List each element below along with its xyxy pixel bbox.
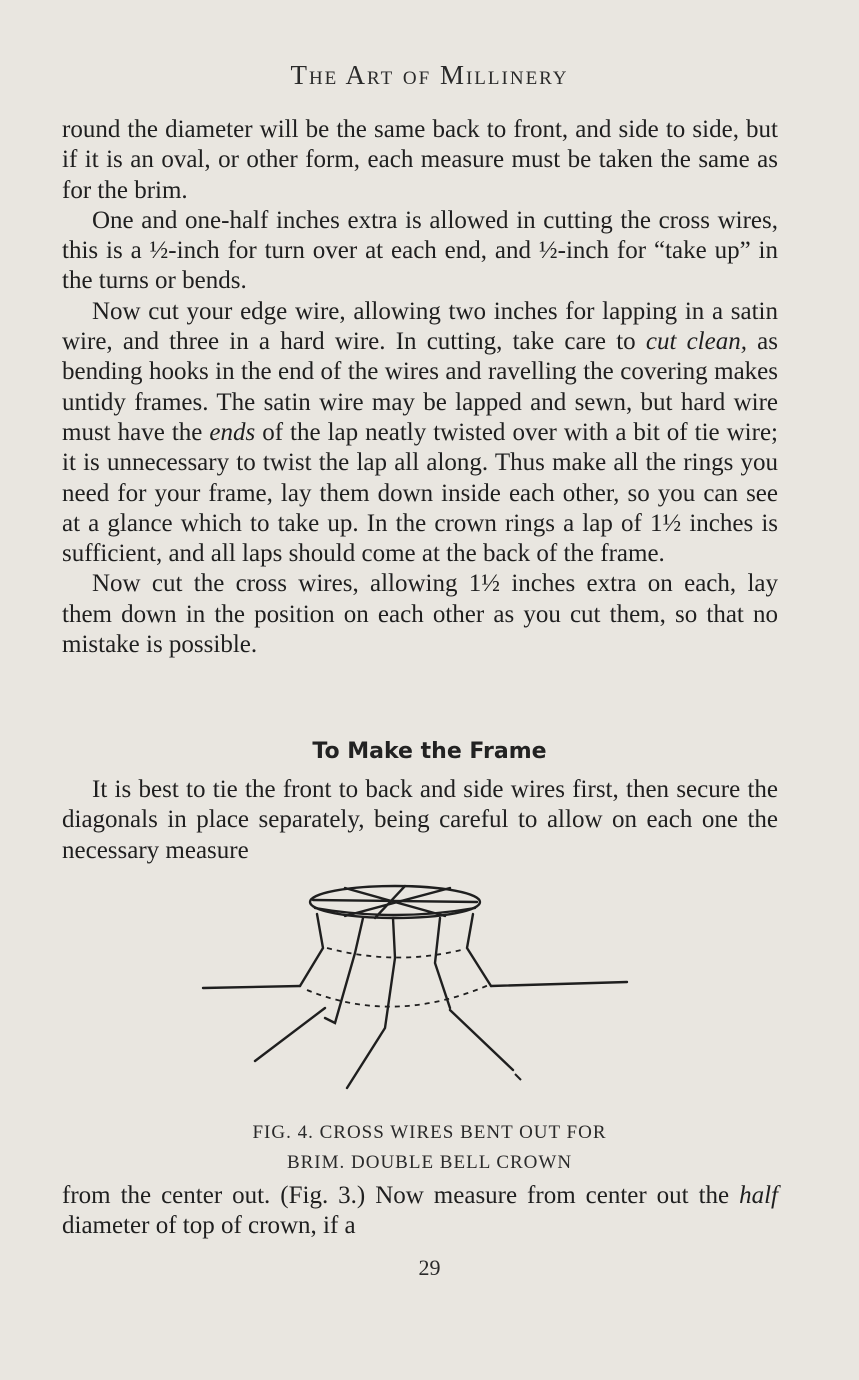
paragraph: One and one-half inches extra is allowed in cutting the cross wires, this is a ½-inch for turn over at each end, and ½-inch for “take up” in the turns or bends. — [62, 206, 778, 295]
crown-band-dashed — [307, 984, 491, 1007]
frame-diagram — [195, 878, 645, 1098]
emphasis: cut clean, — [645, 328, 747, 356]
paragraph — [62, 297, 778, 570]
crown-side-wire — [300, 914, 323, 986]
caption-line: BRIM. DOUBLE BELL CROWN — [286, 1152, 573, 1173]
text-run: from the center out. (Fig. 3.) Now measure from center out the — [62, 1182, 740, 1209]
brim-wire-right — [491, 982, 627, 986]
text-run: Now cut your edge wire, allowing two inches for lapping in a satin wire, and three in a hard wire. In cutting, take care to — [62, 297, 778, 356]
body-text-continued — [62, 1181, 778, 1242]
section-heading: To Make the Frame — [312, 739, 547, 764]
caption-line: FIG. 4. CROSS WIRES BENT OUT FOR — [252, 1122, 607, 1143]
text-run: of the lap neatly twisted over with a bit of tie wire; it is unnecessary to twist the lap all along. Thus make all the rings you need for your frame, lay them down inside each other, so you can see at a glance which to take up. In the crown rings a lap of 1½ inches is sufficient, and all laps should come at the back of the frame. — [62, 418, 778, 568]
page-number: 29 — [418, 1255, 441, 1280]
emphasis: ends — [209, 418, 256, 446]
paragraph: round the diameter will be the same back to front, and side to side, but if it is an oval, or other form, each measure must be taken the same as for the brim. — [62, 116, 778, 204]
body-text — [62, 115, 778, 660]
crown-side-wire — [435, 918, 450, 1008]
section-text — [62, 775, 778, 866]
wire-end-mark — [515, 1074, 521, 1080]
brim-wire-diagonal-right — [450, 1010, 513, 1070]
brim-wire-left — [203, 986, 300, 988]
emphasis: half — [739, 1182, 778, 1209]
figure-cross-wires — [195, 878, 645, 1098]
crown-side-wire — [347, 918, 395, 1088]
brim-wire-diagonal-left — [255, 1008, 325, 1061]
crown-side-wire — [325, 918, 363, 1023]
text-run: diameter of top of crown, if a — [62, 1212, 356, 1240]
running-header: The Art of Millinery — [290, 60, 569, 90]
figure-caption — [0, 1118, 859, 1178]
paragraph — [62, 1181, 778, 1242]
crown-side-wire — [467, 914, 491, 986]
text-run: as bending hooks in the end of the wires and ravelling the covering makes untidy frames. The satin wire may be lapped and sewn, but hard wire must have the — [62, 328, 778, 446]
paragraph: Now cut the cross wires, allowing 1½ inches extra on each, lay them down in the position on each other as you cut them, so that no mistake is possible. — [62, 570, 778, 659]
paragraph: It is best to tie the front to back and side wires first, then secure the diagonals in place separately, being careful to allow on each one the necessary measure — [62, 776, 778, 864]
